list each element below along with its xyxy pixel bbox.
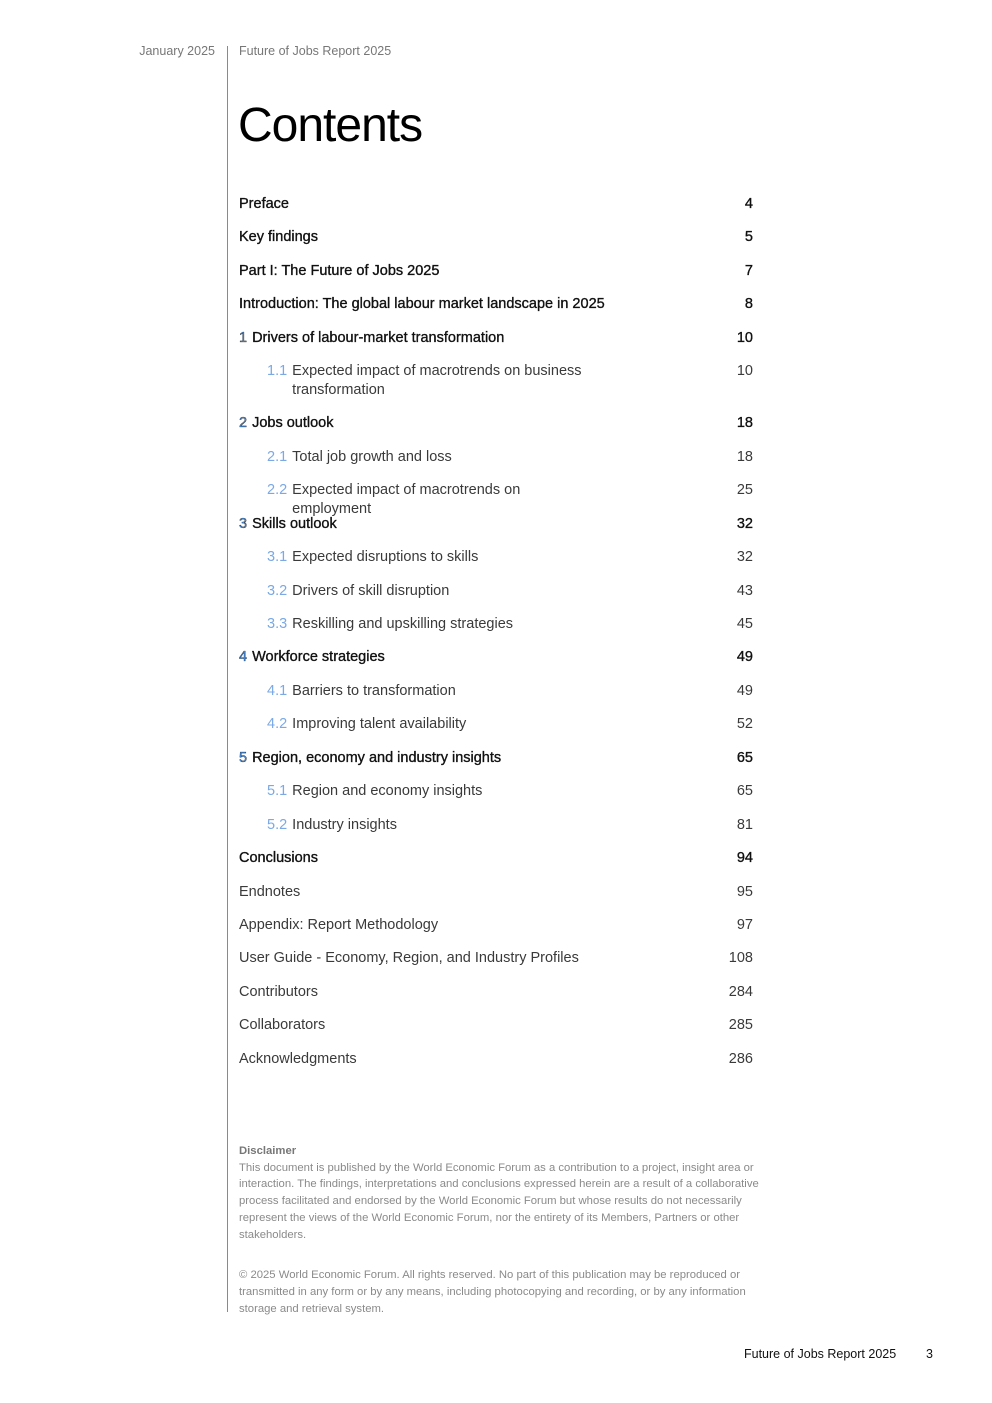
- toc-entry-page: 108: [728, 950, 753, 967]
- toc-entry-text: Acknowledgments: [239, 1050, 357, 1067]
- toc-entry-text: Industry insights: [292, 816, 397, 833]
- toc-entry-text: Key findings: [239, 229, 318, 246]
- toc-entry-label: [239, 582, 693, 601]
- toc-entry-label: [239, 615, 693, 634]
- toc-entry[interactable]: [239, 262, 753, 281]
- toc-entry[interactable]: [239, 916, 753, 935]
- toc-entry-number: 1.1: [267, 363, 288, 380]
- toc-entry-number: 5: [239, 749, 248, 766]
- toc-entry-page: 18: [736, 448, 753, 465]
- toc-entry[interactable]: [239, 648, 753, 667]
- toc-entry-page: 94: [736, 850, 753, 867]
- toc-entry-label: [239, 329, 693, 348]
- toc-entry[interactable]: [239, 1050, 753, 1069]
- footer-report-title: Future of Jobs Report 2025: [744, 1347, 897, 1361]
- toc-entry-label: [239, 548, 693, 567]
- toc-entry-label: [239, 262, 693, 281]
- toc-entry-text: Barriers to transformation: [292, 682, 456, 699]
- toc-entry-label: [239, 849, 693, 868]
- toc-entry-text: Region, economy and industry insights: [252, 749, 502, 766]
- toc-entry-text: Collaborators: [239, 1017, 326, 1034]
- toc-entry-page: 45: [736, 615, 753, 632]
- toc-entry-label: [239, 916, 693, 935]
- toc-entry-number: 5.2: [267, 816, 288, 833]
- disclaimer-block: [239, 1143, 759, 1317]
- toc-entry[interactable]: [239, 582, 753, 601]
- toc-entry[interactable]: [239, 515, 753, 534]
- toc-entry-page: 81: [736, 816, 753, 833]
- toc-entry-label: [239, 1016, 693, 1035]
- toc-entry-page: 32: [736, 515, 753, 532]
- toc-entry-text: Drivers of skill disruption: [292, 582, 450, 599]
- toc-entry-text: User Guide - Economy, Region, and Industry Profiles: [239, 950, 579, 967]
- toc-entry-label: [239, 362, 693, 400]
- toc-entry[interactable]: [239, 195, 753, 214]
- toc-entry-text: Endnotes: [239, 883, 301, 900]
- toc-entry-page: 32: [736, 549, 753, 566]
- toc-entry-number: 4.1: [267, 682, 288, 699]
- toc-entry-page: 95: [736, 883, 753, 900]
- toc-entry[interactable]: [239, 295, 753, 314]
- toc-entry-text: Conclusions: [239, 850, 318, 867]
- toc-entry-text: Total job growth and loss: [292, 448, 452, 465]
- toc-entry[interactable]: [239, 1016, 753, 1035]
- toc-entry-text: Expected impact of macrotrends on business transformation: [292, 363, 582, 399]
- toc-entry-page: 8: [744, 296, 753, 313]
- toc-entry-page: 49: [736, 682, 753, 699]
- toc-entry-number: 2.2: [267, 482, 288, 499]
- toc-entry[interactable]: [239, 362, 753, 400]
- toc-entry[interactable]: [239, 983, 753, 1002]
- toc-entry[interactable]: [239, 749, 753, 768]
- toc-entry-page: 10: [736, 363, 753, 380]
- toc-entry-text: Drivers of labour-market transformation: [252, 329, 505, 346]
- toc-entry-text: Region and economy insights: [292, 783, 483, 800]
- toc-entry-text: Expected impact of macrotrends on employment: [292, 482, 521, 518]
- toc-entry-number: 3.1: [267, 549, 288, 566]
- toc-entry-text: Workforce strategies: [252, 649, 385, 666]
- toc-entry-label: [239, 1050, 693, 1069]
- toc-entry-label: [239, 883, 693, 902]
- toc-entry-text: Part I: The Future of Jobs 2025: [239, 262, 440, 279]
- disclaimer-heading: Disclaimer: [239, 1145, 297, 1157]
- toc-entry-text: Contributors: [239, 983, 318, 1000]
- toc-entry[interactable]: [239, 682, 753, 701]
- toc-entry-page: 285: [728, 1017, 753, 1034]
- toc-entry-text: Improving talent availability: [292, 716, 467, 733]
- toc-entry-text: Skills outlook: [252, 515, 337, 532]
- toc-entry[interactable]: [239, 849, 753, 868]
- toc-entry[interactable]: [239, 329, 753, 348]
- toc-entry-label: [239, 648, 693, 667]
- toc-entry-number: 3: [239, 515, 248, 532]
- toc-entry-text: Appendix: Report Methodology: [239, 917, 439, 933]
- toc-entry-text: Reskilling and upskilling strategies: [292, 615, 514, 632]
- page-title: Contents: [238, 99, 423, 152]
- toc-entry[interactable]: [239, 228, 753, 247]
- toc-entry-text: Introduction: The global labour market landscape in 2025: [239, 296, 605, 313]
- toc-entry-page: 25: [736, 482, 753, 499]
- toc-entry-page: 52: [736, 716, 753, 733]
- toc-entry-label: [239, 949, 693, 968]
- toc-entry-number: 3.3: [267, 615, 288, 632]
- footer-page-number: 3: [926, 1347, 933, 1361]
- toc-entry-page: 65: [736, 749, 753, 766]
- toc-entry-label: [239, 414, 693, 433]
- toc-entry-page: 10: [736, 329, 753, 346]
- toc-entry-label: [239, 983, 693, 1002]
- header-date: January 2025: [139, 44, 215, 58]
- toc-entry-page: 97: [736, 917, 753, 933]
- toc-entry-label: [239, 749, 693, 768]
- toc-entry-number: 2.1: [267, 448, 288, 465]
- toc-entry-page: 286: [728, 1050, 753, 1067]
- toc-entry-page: 7: [744, 262, 753, 279]
- toc-entry-text: Preface: [239, 196, 289, 212]
- toc-entry[interactable]: [239, 615, 753, 634]
- toc-entry[interactable]: [239, 481, 753, 519]
- toc-entry[interactable]: [239, 816, 753, 835]
- toc-entry-number: 5.1: [267, 783, 288, 800]
- toc-entry[interactable]: [239, 548, 753, 567]
- toc-entry-number: 2: [239, 415, 248, 432]
- copyright-notice: © 2025 World Economic Forum. All rights reserved. No part of this publication may be reproduced or transmitted in any form or by any means, including photocopying and recording, or by any information storage and retrieval system.: [239, 1269, 746, 1315]
- toc-entry-label: [239, 715, 693, 734]
- toc-entry-page: 284: [728, 983, 753, 1000]
- toc-entry-label: [239, 682, 693, 701]
- toc-entry[interactable]: [239, 883, 753, 902]
- toc-entry-page: 43: [736, 582, 753, 599]
- toc-entry-number: 1: [239, 329, 248, 346]
- toc-entry-number: 4.2: [267, 716, 288, 733]
- toc-entry-label: [239, 448, 693, 467]
- toc-entry-page: 5: [744, 229, 753, 246]
- toc-entry-page: 4: [744, 196, 753, 212]
- toc-entry-label: [239, 816, 693, 835]
- toc-entry-text: Jobs outlook: [252, 415, 334, 432]
- vertical-divider: [227, 46, 228, 1312]
- toc-entry-label: [239, 295, 693, 314]
- toc-entry[interactable]: [239, 414, 753, 433]
- toc-entry-number: 3.2: [267, 582, 288, 599]
- disclaimer-body: This document is published by the World Economic Forum as a contribution to a project, insight area or interaction. The findings, interpretations and conclusions expressed herein are a result of a collaborative process facilitated and endorsed by the World Economic Forum but whose results do not necessarily represent the views of the World Economic Forum, nor the entirety of its Members, Partners or other stakeholders.: [239, 1161, 759, 1241]
- toc-entry-label: [239, 195, 693, 214]
- header-report-title: Future of Jobs Report 2025: [239, 44, 392, 58]
- toc-entry[interactable]: [239, 782, 753, 801]
- toc-entry-label: [239, 481, 693, 519]
- toc-entry-page: 18: [736, 415, 753, 432]
- toc-entry[interactable]: [239, 949, 753, 968]
- toc-entry-page: 49: [736, 649, 753, 666]
- toc-entry-label: [239, 228, 693, 247]
- toc-entry-text: Expected disruptions to skills: [292, 549, 479, 566]
- toc-entry[interactable]: [239, 715, 753, 734]
- toc-entry-label: [239, 515, 693, 534]
- toc-entry-label: [239, 782, 693, 801]
- toc-entry[interactable]: [239, 448, 753, 467]
- toc-entry-number: 4: [239, 649, 248, 666]
- toc-entry-page: 65: [736, 783, 753, 800]
